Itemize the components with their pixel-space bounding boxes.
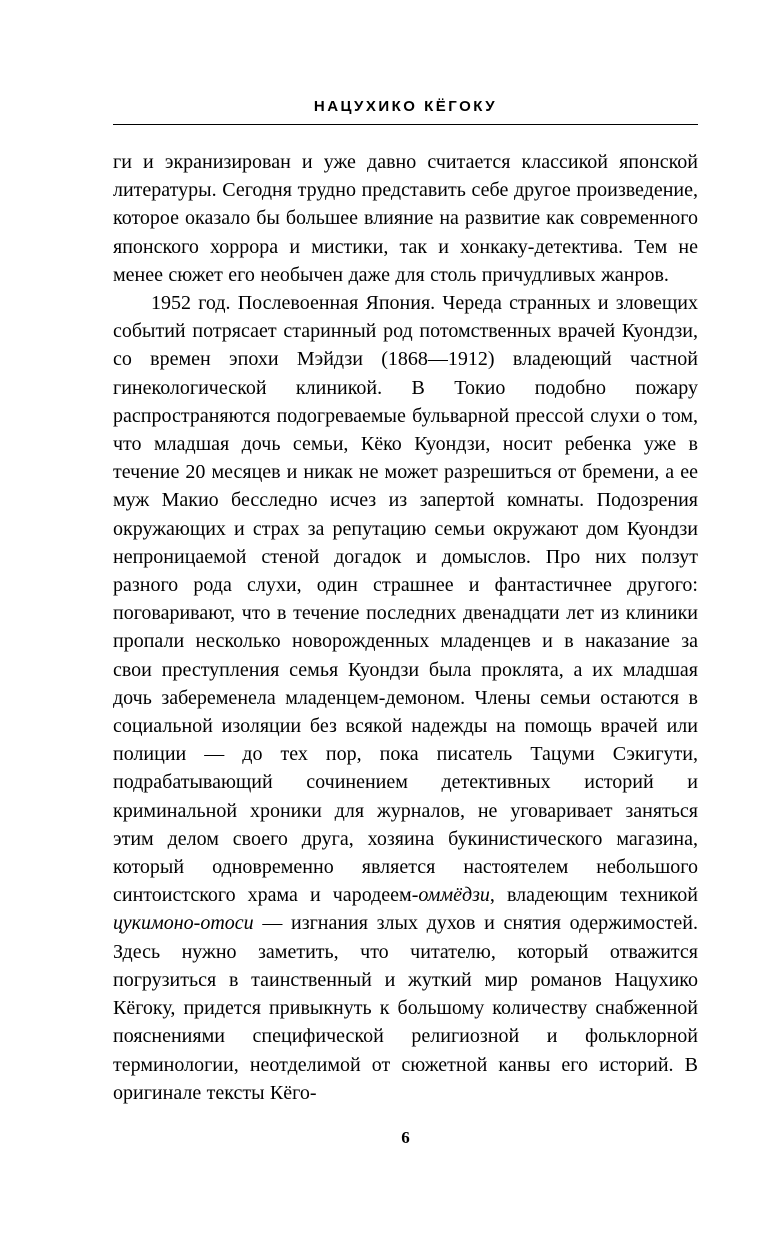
term-italic-ommyoji: оммёдзи <box>418 884 490 907</box>
running-title: НАЦУХИКО КЁГОКУ <box>313 98 498 115</box>
paragraph-text: , владеющим техникой <box>489 884 698 907</box>
page-footer <box>113 1128 698 1148</box>
header-rule <box>113 124 698 125</box>
paragraph-text: 1952 год. Послевоенная Япония. Череда странных и зловещих событий потрясает старинный род потомственных врачей Куондзи, со времен эпохи Мэйдзи (1868—1912) владеющий частной гинекологической клиникой. В Токио подобно пожару распространяются подогреваемые бульварной прессой слухи о том, что младшая дочь семьи, Кёко Куондзи, носит ребенка уже в течение 20 месяцев и никак не может разрешиться от бремени, а ее муж Макио бесследно исчез из запертой комнаты. Подозрения окружающих и страх за репутацию семьи окружают дом Куондзи непроницаемой стеной догадок и домыслов. Про них ползут разного рода слухи, один страшнее и фантастичнее другого: поговаривают, что в течение последних двенадцати лет из клиники пропали несколько новорожденных младенцев и в наказание за свои преступления семья Куондзи была проклята, а их младшая дочь забеременела младенцем-демоном. Члены семьи остаются в социальной изоляции без всякой надежды на помощь врачей или полиции — до тех пор, пока писатель Тацуми Сэкигути, подрабатывающий сочинением детективных историй и криминальной хроники для журналов, не уговаривает заняться этим делом своего друга, хозяина букинистического магазина, который одновременно является настоятелем небольшого синтоистского храма и чародеем- <box>113 292 698 907</box>
paragraph-continuation: ги и экранизирован и уже давно считается классикой японской литературы. Сегодня трудно представить себе другое произведение, которое оказало бы большее влияние на развитие как современного японского хоррора и мистики, так и хонкаку-детектива. Тем не менее сюжет его необычен даже для столь причудливых жанров. <box>113 151 698 286</box>
page-number: 6 <box>401 1128 410 1147</box>
paragraph-synopsis <box>113 289 698 1107</box>
page-header <box>113 0 698 125</box>
book-page <box>113 0 698 1241</box>
paragraph-text: — изгнания злых духов и снятия одержимостей. Здесь нужно заметить, что читателю, который отважится погрузиться в таинственный и жуткий мир романов Нацухико Кёгоку, придется привыкнуть к большому количеству снабженной пояснениями специфической религиозной и фольклорной терминологии, неотделимой от сюжетной канвы его историй. В оригинале тексты Кёго- <box>113 912 698 1104</box>
term-italic-tsukimono-otoshi: цукимоно-отоси <box>113 912 254 935</box>
page-body <box>113 148 698 1107</box>
